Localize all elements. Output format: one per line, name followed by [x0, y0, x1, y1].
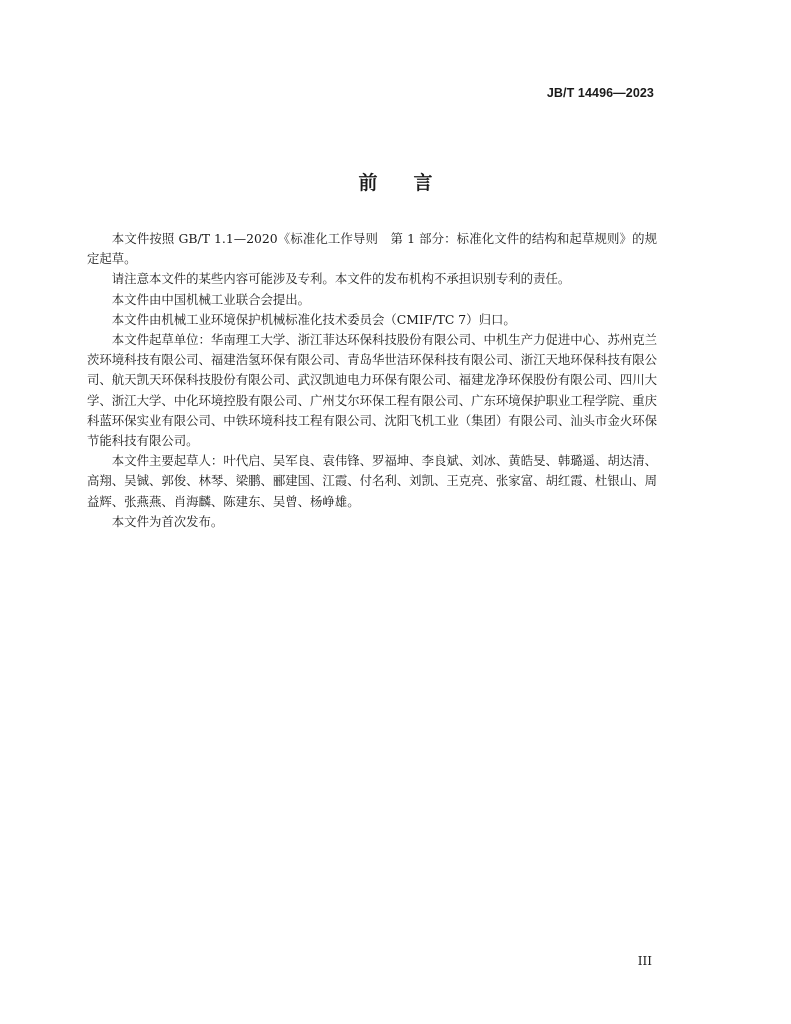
foreword-body	[87, 229, 657, 532]
paragraph-drafting-units: 本文件起草单位：华南理工大学、浙江菲达环保科技股份有限公司、中机生产力促进中心、苏州克兰茨环境科技有限公司、福建浩氢环保有限公司、青岛华世洁环保科技有限公司、浙江天地环保科技有限公司、航天凯天环保科技股份有限公司、武汉凯迪电力环保有限公司、福建龙净环保股份有限公司、四川大学、浙江大学、中化环境控股有限公司、广州艾尔环保工程有限公司、广东环境保护职业工程学院、重庆科蓝环保实业有限公司、中铁环境科技工程有限公司、沈阳飞机工业（集团）有限公司、汕头市金火环保节能科技有限公司。	[87, 332, 657, 449]
page-title	[0, 168, 791, 195]
paragraph-drafters: 本文件主要起草人：叶代启、吴军良、袁伟锋、罗福坤、李良斌、刘冰、黄皓旻、韩璐遥、胡达清、高翔、吴铖、郭俊、林琴、梁鹏、郦建国、江霞、付名利、刘凯、王克亮、张家富、胡红霞、杜银山、周益辉、张燕燕、肖海麟、陈建东、吴曾、杨峥雄。	[87, 453, 657, 509]
paragraph-technical-committee: 本文件由机械工业环境保护机械标准化技术委员会（CMIF/TC 7）归口。	[111, 311, 516, 327]
paragraph-patent-notice: 请注意本文件的某些内容可能涉及专利。本文件的发布机构不承担识别专利的责任。	[111, 271, 571, 287]
page-number: III	[637, 954, 652, 968]
title-char-1: 前	[358, 172, 378, 194]
standard-number: JB/T 14496—2023	[546, 86, 654, 100]
paragraph-first-release: 本文件为首次发布。	[111, 513, 224, 529]
paragraph-proposer: 本文件由中国机械工业联合会提出。	[111, 291, 311, 307]
paragraph-drafting-rules: 本文件按照 GB/T 1.1—2020《标准化工作导则 第 1 部分：标准化文件的结构和起草规则》的规定起草。	[87, 231, 657, 267]
title-char-2: 言	[413, 172, 433, 194]
